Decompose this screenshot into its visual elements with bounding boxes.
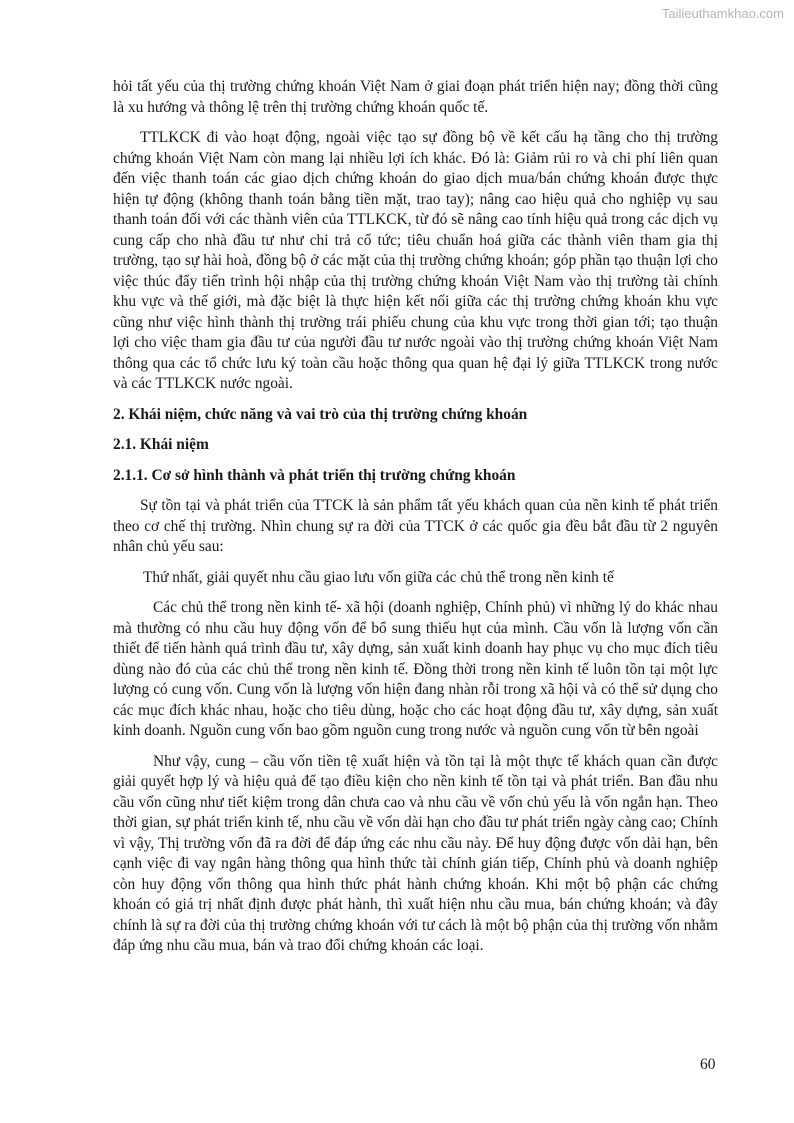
paragraph: Sự tồn tại và phát triển của TTCK là sản phẩm tất yếu khách quan của nền kinh tế phát triển theo cơ chế thị trường. Nhìn chung sự ra đời của TTCK ở các quốc gia đều bắt đầu từ 2 nguyên nhân chủ yếu sau:	[113, 497, 718, 555]
section-heading: 2. Khái niệm, chức năng và vai trò của thị trường chứng khoán	[113, 405, 528, 423]
subsubsection-heading: 2.1.1. Cơ sở hình thành và phát triển thị trường chứng khoán	[113, 466, 516, 484]
subsection-heading: 2.1. Khái niệm	[113, 436, 209, 453]
paragraph: hỏi tất yếu của thị trường chứng khoán Việt Nam ở giai đoạn phát triển hiện nay; đồng thời cũng là xu hướng và thông lệ trên thị trường chứng khoán quốc tế.	[113, 78, 718, 116]
paragraph: TTLKCK đi vào hoạt động, ngoài việc tạo sự đồng bộ về kết cấu hạ tầng cho thị trường chứng khoán Việt Nam còn mang lại nhiều lợi ích khác. Đó là: Giảm rủi ro và chi phí liên quan đến việc thanh toán các giao dịch chứng khoán do giao dịch mua/bán chứng khoán được thực hiện tự động (không thanh toán bằng tiền mặt, trao tay); nâng cao hiệu quả cho nghiệp vụ sau thanh toán đối với các thành viên của TTLKCK, từ đó sẽ nâng cao tính hiệu quả trong các dịch vụ cung cấp cho nhà đầu tư như chi trả cổ tức; tiêu chuẩn hoá giữa các thành viên tham gia thị trường, tạo sự hài hoà, đồng bộ ở các mặt của thị trường chứng khoán; góp phần tạo thuận lợi cho việc thúc đẩy tiến trình hội nhập của thị trường chứng khoán Việt Nam vào thị trường tài chính khu vực và thế giới, mà đặc biệt là thực hiện kết nối giữa các thị trường chứng khoán khu vực cũng như việc hình thành thị trường trái phiếu chung của khu vực trong thời gian tới; tạo thuận lợi cho việc tham gia đầu tư của người đầu tư nước ngoài vào thị trường chứng khoán Việt Nam thông qua các tổ chức lưu ký toàn cầu hoặc thông qua quan hệ đại lý giữa TTLKCK trong nước và các TTLKCK nước ngoài.	[113, 129, 718, 392]
document-body	[113, 77, 718, 967]
paragraph: Các chủ thể trong nền kinh tế- xã hội (doanh nghiệp, Chính phủ) vì những lý do khác nhau mà thường có nhu cầu huy động vốn để bổ sung thiếu hụt của mình. Cầu vốn là lượng vốn cần thiết để tiến hành quá trình đầu tư, xây dựng, sản xuất kinh doanh hay phục vụ cho mục đích tiêu dùng nào đó của các chủ thể trong nền kinh tế. Đồng thời trong nền kinh tế luôn tồn tại một lực lượng có cung vốn. Cung vốn là lượng vốn hiện đang nhàn rỗi trong xã hội và có thể sử dụng cho các mục đích khác nhau, hoặc cho tiêu dùng, hoặc cho các hoạt động đầu tư, xây dựng, sản xuất kinh doanh. Nguồn cung vốn bao gồm nguồn cung trong nước và nguồn cung vốn từ bên ngoài	[113, 599, 718, 739]
watermark: Tailieuthamkhao.com	[661, 6, 784, 21]
page-number: 60	[700, 1056, 716, 1073]
paragraph: Như vậy, cung – cầu vốn tiền tệ xuất hiện và tồn tại là một thực tế khách quan cần được giải quyết hợp lý và hiệu quả để tạo điều kiện cho nền kinh tế tồn tại và phát triển. Ban đầu nhu cầu vốn cũng như tiết kiệm trong dân chưa cao và nhu cầu về vốn chủ yếu là vốn ngắn hạn. Theo thời gian, sự phát triển kinh tế, nhu cầu về vốn dài hạn cho đầu tư phát triển ngày càng cao; Chính vì vậy, Thị trường vốn đã ra đời để đáp ứng các nhu cầu này. Để huy động được vốn dài hạn, bên cạnh việc đi vay ngân hàng thông qua hình thức tài chính gián tiếp, Chính phủ và doanh nghiệp còn huy động vốn thông qua hình thức phát hành chứng khoán. Khi một bộ phận các chứng khoán có giá trị nhất định được phát hành, thì xuất hiện nhu cầu mua, bán chứng khoán; và đây chính là sự ra đời của thị trường chứng khoán với tư cách là một bộ phận của thị trường vốn nhằm đáp ứng nhu cầu mua, bán và trao đổi chứng khoán các loại.	[113, 752, 718, 954]
paragraph: Thứ nhất, giải quyết nhu cầu giao lưu vốn giữa các chủ thể trong nền kinh tế	[143, 568, 614, 586]
